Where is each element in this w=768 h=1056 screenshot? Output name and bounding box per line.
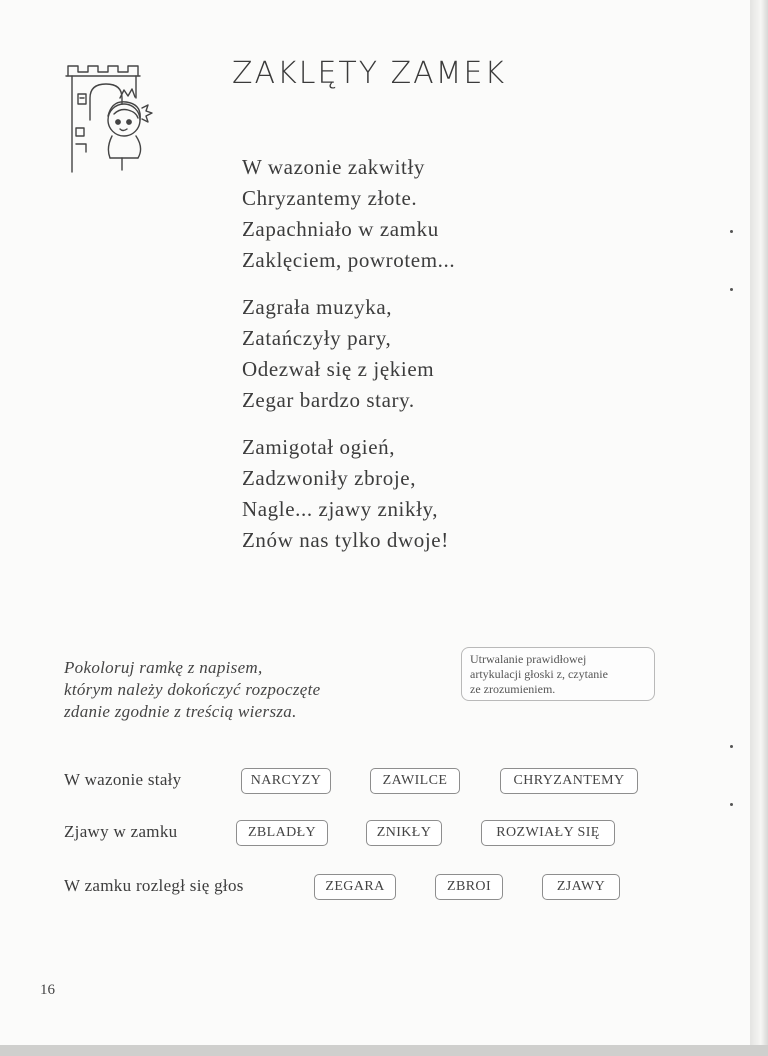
option-box[interactable]: CHRYZANTEMY	[500, 768, 638, 794]
margin-mark	[730, 230, 733, 233]
poem-line: Znów nas tylko dwoje!	[242, 528, 449, 552]
margin-mark	[730, 803, 733, 806]
poem-line: Zapachniało w zamku	[242, 217, 439, 241]
instruction-line: zdanie zgodnie z treścią wiersza.	[64, 702, 297, 721]
info-line: Utrwalanie prawidłowej	[470, 652, 587, 666]
instruction-line: Pokoloruj ramkę z napisem,	[64, 658, 263, 677]
margin-mark	[730, 745, 733, 748]
skills-info-box	[461, 647, 655, 701]
page-bottom-edge	[0, 1045, 768, 1056]
poem-stanza	[242, 152, 455, 276]
poem-line: W wazonie zakwitły	[242, 155, 426, 179]
option-box[interactable]: ZBROI	[435, 874, 503, 900]
exercise-row-label: Zjawy w zamku	[64, 822, 178, 841]
poem-line: Zagrała muzyka,	[242, 295, 393, 319]
poem-stanza	[242, 292, 455, 416]
option-box[interactable]: ZJAWY	[542, 874, 620, 900]
poem-line: Zegar bardzo stary.	[242, 388, 415, 412]
exercise-row-label: W wazonie stały	[64, 770, 182, 789]
exercise-instruction	[64, 657, 320, 723]
option-box[interactable]: ZBLADŁY	[236, 820, 328, 846]
poem-stanza	[242, 432, 455, 556]
poem-line: Zatańczyły pary,	[242, 326, 392, 350]
page-number: 16	[40, 982, 55, 998]
poem-line: Zaklęciem, powrotem...	[242, 248, 456, 272]
option-box[interactable]: NARCYZY	[241, 768, 331, 794]
poem-line: Nagle... zjawy znikły,	[242, 497, 439, 521]
poem-line: Zadzwoniły zbroje,	[242, 466, 417, 490]
option-box[interactable]: ZAWILCE	[370, 768, 460, 794]
instruction-line: którym należy dokończyć rozpoczęte	[64, 680, 321, 699]
poem-line: Chryzantemy złote.	[242, 186, 418, 210]
page-right-edge	[750, 0, 768, 1056]
margin-mark	[730, 288, 733, 291]
poem-line: Zamigotał ogień,	[242, 435, 396, 459]
poem-line: Odezwał się z jękiem	[242, 357, 435, 381]
poem	[242, 152, 455, 572]
option-box[interactable]: ZNIKŁY	[366, 820, 442, 846]
option-box[interactable]: ROZWIAŁY SIĘ	[481, 820, 615, 846]
option-box[interactable]: ZEGARA	[314, 874, 396, 900]
castle-tower-illustration	[62, 58, 172, 178]
exercise-row-label: W zamku rozległ się głos	[64, 876, 244, 895]
info-line: ze zrozumieniem.	[470, 682, 556, 696]
page-title: ZAKLĘTY ZAMEK	[232, 56, 507, 91]
info-line: artykulacji głoski z, czytanie	[470, 667, 608, 681]
